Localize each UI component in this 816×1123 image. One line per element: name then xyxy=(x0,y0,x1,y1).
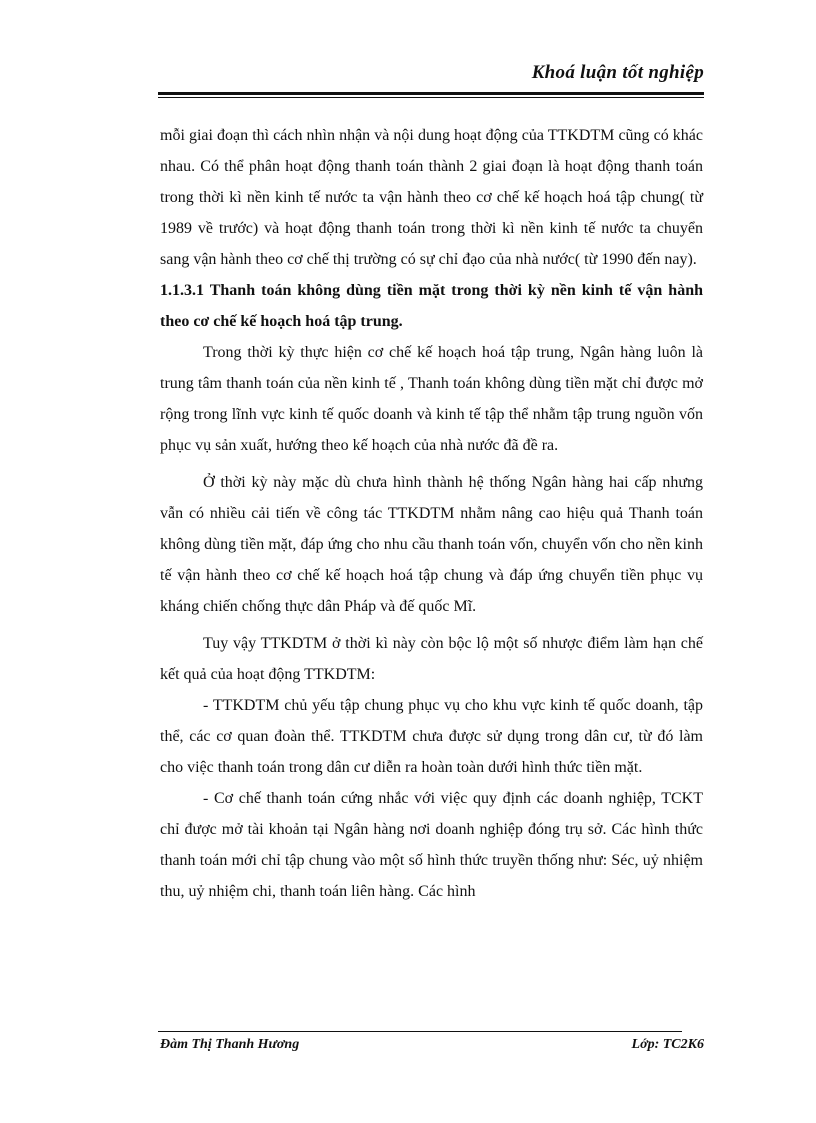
paragraph-6: - Cơ chế thanh toán cứng nhắc với việc quy định các doanh nghiệp, TCKT chỉ được mở tài khoản tại Ngân hàng nơi doanh nghiệp đóng trụ sở. Các hình thức thanh toán mới chỉ tập chung vào một số hình thức truyền thống như: Séc, uỷ nhiệm thu, uỷ nhiệm chi, thanh toán liên hàng. Các hình xyxy=(160,790,703,900)
paragraph-4: Tuy vậy TTKDTM ở thời kì này còn bộc lộ một số nhược điểm làm hạn chế kết quả của hoạt động TTKDTM: xyxy=(160,635,703,683)
header-rule xyxy=(158,92,704,95)
paragraph-1: mỗi giai đoạn thì cách nhìn nhận và nội dung hoạt động của TTKDTM cũng có khác nhau. Có thể phân hoạt động thanh toán thành 2 giai đoạn là hoạt động thanh toán trong thời kì nền kinh tế nước ta vận hành theo cơ chế kế hoạch hoá tập chung( từ 1989 về trước) và hoạt động thanh toán trong thời kì nền kinh tế nước ta chuyển sang vận hành theo cơ chế thị trường có sự chỉ đạo của nhà nước( từ 1990 đến nay). xyxy=(160,127,703,268)
page-header-title: Khoá luận tốt nghiệp xyxy=(531,62,704,83)
paragraph-3: Ở thời kỳ này mặc dù chưa hình thành hệ thống Ngân hàng hai cấp nhưng vẫn có nhiều cải tiến về công tác TTKDTM nhằm nâng cao hiệu quả Thanh toán không dùng tiền mặt, đáp ứng cho nhu cầu thanh toán vốn, chuyển vốn cho nền kinh tế vận hành theo cơ chế kế hoạch hoá tập chung và đáp ứng chuyển tiền phục vụ kháng chiến chống thực dân Pháp và đế quốc Mĩ. xyxy=(160,474,703,615)
footer-author: Đàm Thị Thanh Hương xyxy=(160,1037,300,1052)
footer-class: Lớp: TC2K6 xyxy=(631,1037,704,1052)
footer-rule xyxy=(158,1031,682,1032)
paragraph-2: Trong thời kỳ thực hiện cơ chế kế hoạch hoá tập trung, Ngân hàng luôn là trung tâm thanh toán của nền kinh tế , Thanh toán không dùng tiền mặt chỉ được mở rộng trong lĩnh vực kinh tế quốc doanh và kinh tế tập thể nhằm tập trung nguồn vốn phục vụ sản xuất, hướng theo kế hoạch của nhà nước đã đề ra. xyxy=(160,344,703,454)
header-rule-thin xyxy=(158,97,704,98)
section-heading: 1.1.3.1 Thanh toán không dùng tiền mặt trong thời kỳ nền kinh tế vận hành theo cơ chế kế hoạch hoá tập trung. xyxy=(160,282,703,330)
document-body xyxy=(160,120,703,907)
paragraph-5: - TTKDTM chủ yếu tập chung phục vụ cho khu vực kinh tế quốc doanh, tập thể, các cơ quan đoàn thể. TTKDTM chưa được sử dụng trong dân cư, từ đó làm cho việc thanh toán trong dân cư diễn ra hoàn toàn dưới hình thức tiền mặt. xyxy=(160,697,703,776)
